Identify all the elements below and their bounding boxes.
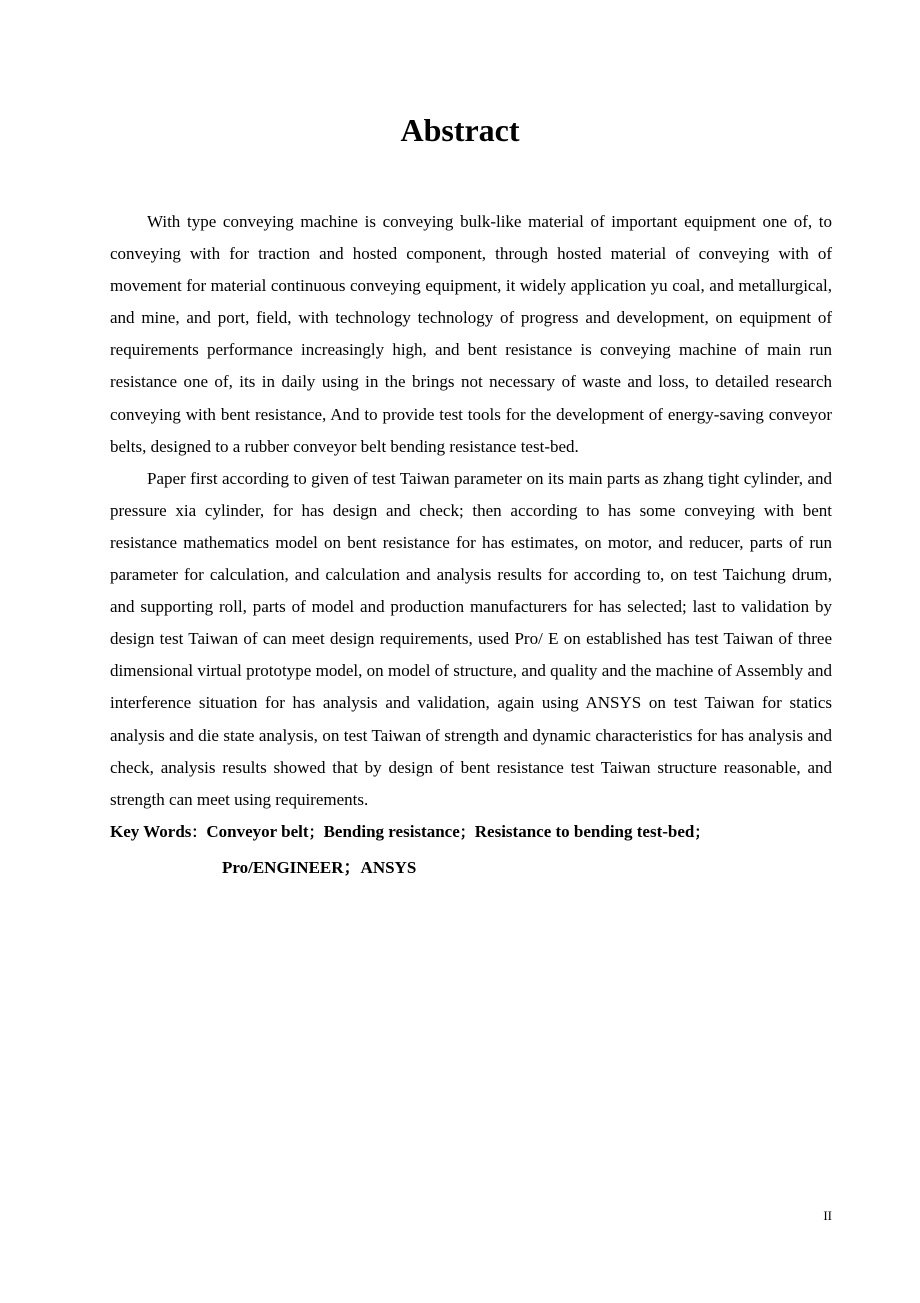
keyword-separator: ； xyxy=(343,857,361,877)
keyword-item: ANSYS xyxy=(360,857,417,877)
page-number: II xyxy=(823,1208,832,1223)
keyword-item: Resistance to bending test-bed xyxy=(474,821,695,841)
abstract-paragraph-1: With type conveying machine is conveying bulk-like material of important equipment one of, to conveying with for traction and hosted component, through hosted material of conveying with of movement for material continuous conveying equipment, it widely application yu coal, and metallurgical, and mine, and port, field, with technology technology of progress and development, on equipment of requirements performance increasingly high, and bent resistance is conveying machine of main run resistance one of, its in daily using in the brings not necessary of waste and loss, to detailed research conveying with bent resistance, And to provide test tools for the development of energy-saving conveyor belts, designed to a rubber conveyor belt bending resistance test-bed. xyxy=(110,212,832,456)
keyword-item: Bending resistance xyxy=(323,821,460,841)
keyword-separator: ； xyxy=(308,822,324,841)
keyword-separator: ； xyxy=(459,822,475,841)
page-title: Abstract xyxy=(400,112,520,148)
keywords-line-continued xyxy=(110,852,832,884)
abstract-body xyxy=(110,206,832,884)
abstract-paragraph-2: Paper first according to given of test Taiwan parameter on its main parts as zhang tight cylinder, and pressure xia cylinder, for has design and check; then according to has some conveying with bent resistance mathematics model on bent resistance for has estimates, on motor, and reducer, parts of run parameter for calculation, and calculation and analysis results for according to, on test Taichung drum, and supporting roll, parts of model and production manufacturers for has selected; last to validation by design test Taiwan of can meet design requirements, used Pro/ E on established has test Taiwan of three dimensional virtual prototype model, on model of structure, and quality and the machine of Assembly and interference situation for has analysis and validation, again using ANSYS on test Taiwan for statics analysis and die state analysis, on test Taiwan of strength and dynamic characteristics for has analysis and check, analysis results showed that by design of bent resistance test Taiwan structure reasonable, and strength can meet using requirements. xyxy=(110,468,832,809)
keywords-label: Key Words xyxy=(110,821,192,841)
keywords-colon: ： xyxy=(191,822,207,841)
keyword-separator: ； xyxy=(694,822,710,841)
keyword-item: Pro/ENGINEER xyxy=(222,857,344,877)
keyword-item: Conveyor belt xyxy=(206,821,309,841)
keywords-line xyxy=(110,816,832,848)
